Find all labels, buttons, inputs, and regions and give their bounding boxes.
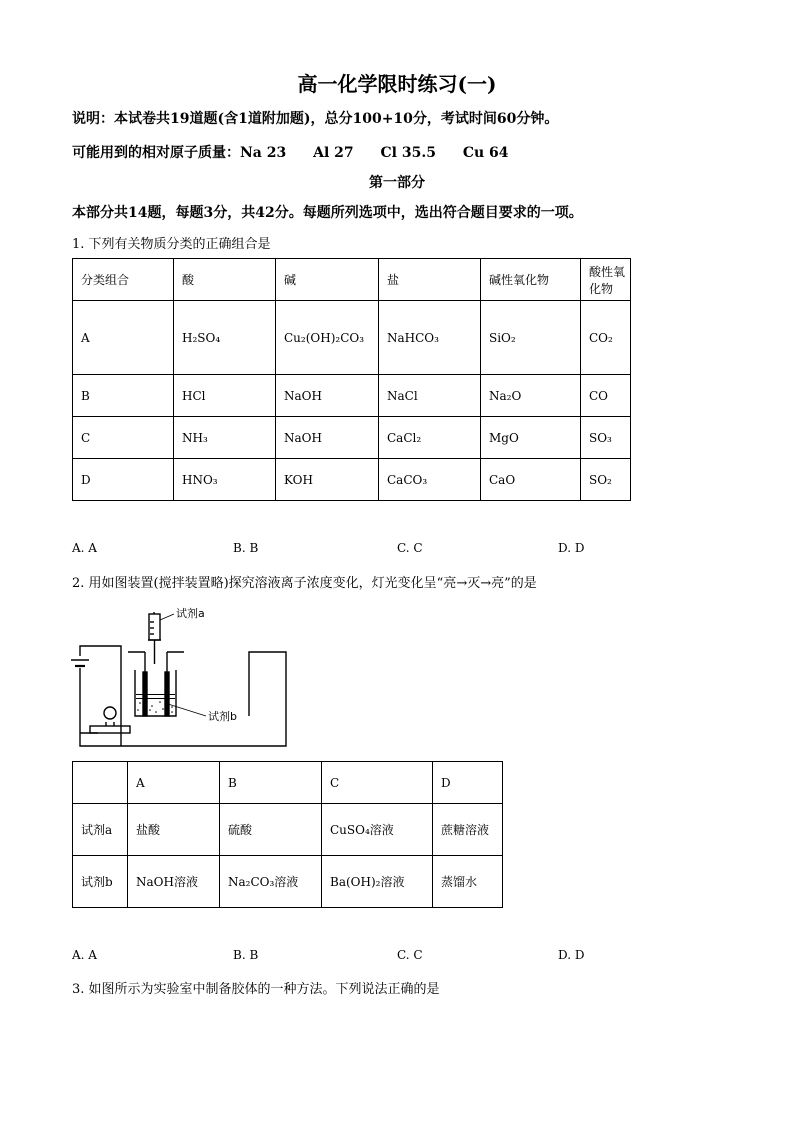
q1-header-cell: 盐 xyxy=(379,259,481,301)
table-cell: CuSO₄溶液 xyxy=(322,804,433,856)
table-cell: SO₃ xyxy=(581,417,631,459)
table-row xyxy=(73,459,631,501)
q1-option-a[interactable]: A. A xyxy=(72,541,97,555)
table-cell: C xyxy=(73,417,174,459)
table-cell: CaCO₃ xyxy=(379,459,481,501)
table-cell: CaO xyxy=(481,459,581,501)
atomic-mass-na: Na 23 xyxy=(240,145,287,161)
atomic-mass-al: Al 27 xyxy=(313,145,354,161)
q2-option-d[interactable]: D. D xyxy=(558,948,585,962)
table-cell: A xyxy=(73,301,174,375)
q2-header-cell: A xyxy=(128,762,220,804)
table-cell: SiO₂ xyxy=(481,301,581,375)
q2-stem: 2. 用如图装置(搅拌装置略)探究溶液离子浓度变化，灯光变化呈“亮→灭→亮”的是 xyxy=(72,576,537,591)
atomic-mass-cu: Cu 64 xyxy=(462,145,509,161)
table-cell: SO₂ xyxy=(581,459,631,501)
atomic-mass-line xyxy=(72,142,509,162)
table-cell: CO₂ xyxy=(581,301,631,375)
table-cell: KOH xyxy=(276,459,379,501)
table-cell: CO xyxy=(581,375,631,417)
table-cell: NaOH溶液 xyxy=(128,856,220,908)
q2-table xyxy=(72,761,503,908)
q1-option-d[interactable]: D. D xyxy=(558,541,585,555)
part-heading: 第一部分 xyxy=(369,175,425,191)
q2-table-header xyxy=(73,762,503,804)
q1-header-cell: 碱性氧化物 xyxy=(481,259,581,301)
beaker-icon xyxy=(135,670,176,716)
label-leader xyxy=(160,614,174,620)
table-row xyxy=(73,301,631,375)
table-cell: Na₂CO₃溶液 xyxy=(220,856,322,908)
atomic-mass-label: 可能用到的相对原子质量： xyxy=(72,145,240,161)
table-cell: B xyxy=(73,375,174,417)
q1-header-cell: 碱 xyxy=(276,259,379,301)
table-row xyxy=(73,375,631,417)
table-row xyxy=(73,804,503,856)
q3-stem: 3. 如图所示为实验室中制备胶体的一种方法。下列说法正确的是 xyxy=(72,982,440,997)
q1-table-header xyxy=(73,259,631,301)
burette-icon xyxy=(149,614,160,640)
q2-header-cell: B xyxy=(220,762,322,804)
reagent-b-label: 试剂b xyxy=(208,710,237,723)
circuit-wire xyxy=(80,652,286,746)
table-cell: H₂SO₄ xyxy=(174,301,276,375)
table-cell: NaHCO₃ xyxy=(379,301,481,375)
table-cell: NH₃ xyxy=(174,417,276,459)
table-cell: 硫酸 xyxy=(220,804,322,856)
table-row xyxy=(73,417,631,459)
table-cell: Ba(OH)₂溶液 xyxy=(322,856,433,908)
exam-title: 高一化学限时练习(一) xyxy=(297,72,497,96)
q1-stem: 1. 下列有关物质分类的正确组合是 xyxy=(72,237,271,252)
table-cell: Na₂O xyxy=(481,375,581,417)
table-cell: Cu₂(OH)₂CO₃ xyxy=(276,301,379,375)
label-leader xyxy=(168,704,206,716)
table-cell: NaOH xyxy=(276,417,379,459)
table-cell: NaOH xyxy=(276,375,379,417)
q2-option-b[interactable]: B. B xyxy=(233,948,259,962)
table-cell: D xyxy=(73,459,174,501)
q1-header-cell: 酸 xyxy=(174,259,276,301)
table-cell: NaCl xyxy=(379,375,481,417)
table-cell: 蔗糖溶液 xyxy=(433,804,503,856)
atomic-mass-cl: Cl 35.5 xyxy=(380,145,436,161)
table-cell: CaCl₂ xyxy=(379,417,481,459)
q2-options xyxy=(0,948,794,964)
conductivity-apparatus-figure xyxy=(68,600,288,752)
reagent-a-label: 试剂a xyxy=(176,607,205,620)
q1-options xyxy=(0,541,794,557)
circuit-wire xyxy=(80,646,121,746)
bulb-icon xyxy=(104,707,116,719)
q2-header-cell: C xyxy=(322,762,433,804)
q2-option-c[interactable]: C. C xyxy=(397,948,423,962)
q2-header-cell: D xyxy=(433,762,503,804)
table-row xyxy=(73,856,503,908)
lamp-base-icon xyxy=(90,726,130,733)
exam-note: 说明：本试卷共19道题(含1道附加题)，总分100+10分，考试时间60分钟。 xyxy=(72,111,559,127)
table-cell: 盐酸 xyxy=(128,804,220,856)
table-cell: 蒸馏水 xyxy=(433,856,503,908)
q1-header-cell: 酸性氧化物 xyxy=(581,259,631,301)
q2-header-cell xyxy=(73,762,128,804)
table-cell: 试剂b xyxy=(73,856,128,908)
q2-option-a[interactable]: A. A xyxy=(72,948,97,962)
table-cell: HNO₃ xyxy=(174,459,276,501)
table-cell: HCl xyxy=(174,375,276,417)
q1-table xyxy=(72,258,631,501)
q1-option-b[interactable]: B. B xyxy=(233,541,259,555)
q1-header-cell: 分类组合 xyxy=(73,259,174,301)
part-instructions: 本部分共14题，每题3分，共42分。每题所列选项中，选出符合题目要求的一项。 xyxy=(72,205,583,221)
table-cell: MgO xyxy=(481,417,581,459)
q1-option-c[interactable]: C. C xyxy=(397,541,423,555)
table-cell: 试剂a xyxy=(73,804,128,856)
